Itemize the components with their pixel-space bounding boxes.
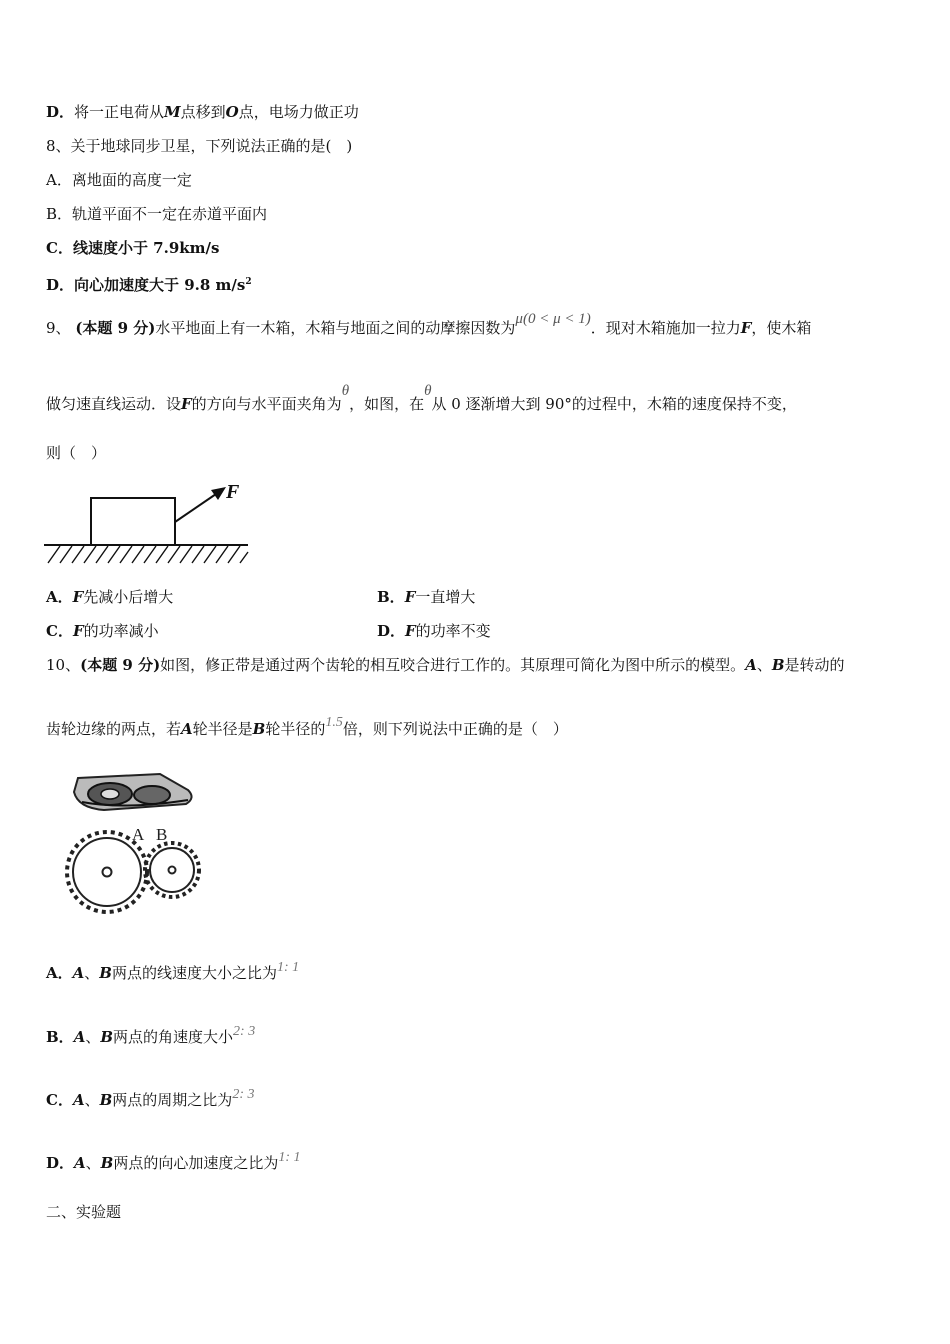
q9-option-d: D．F的功率不变 bbox=[377, 622, 491, 640]
ratio-formula: 1: 1 bbox=[278, 1150, 301, 1165]
force-arrow-head bbox=[211, 487, 226, 500]
gear-b bbox=[145, 843, 199, 897]
point-b-label: B bbox=[156, 825, 168, 844]
force-label: F bbox=[226, 481, 240, 503]
gear-a bbox=[67, 832, 147, 912]
section-title: 二、实验题 bbox=[46, 1203, 122, 1221]
q10-stem-line2: 齿轮边缘的两点，若A轮半径是B轮半径的1.5倍，则下列说法中正确的是（ ） bbox=[46, 715, 568, 738]
box-force-figure bbox=[44, 476, 254, 568]
theta-symbol: θ bbox=[424, 383, 432, 399]
ratio-formula: 2: 3 bbox=[233, 1024, 256, 1039]
q8-option-a: A．离地面的高度一定 bbox=[46, 171, 192, 189]
q9-stem-line2: 做匀速直线运动．设F的方向与水平面夹角为θ，如图，在θ从 0 逐渐增大到 90°的过程中，木箱的速度保持不变， bbox=[46, 383, 797, 413]
q10-option-b: B．A、B两点的角速度大小2: 3 bbox=[46, 1024, 256, 1046]
q8-option-d: D．向心加速度大于 9.8 $m/s^2$ bbox=[46, 276, 252, 294]
q7-option-d: D．将一正电荷从M点移到O点，电场力做正功 bbox=[46, 103, 359, 121]
q9-option-c: C．F的功率减小 bbox=[46, 622, 159, 640]
mu-formula: μ(0 < μ < 1) bbox=[515, 311, 591, 327]
q9-option-a: A．F先减小后增大 bbox=[46, 588, 174, 606]
q10-option-c: C．A、B两点的周期之比为2: 3 bbox=[46, 1087, 255, 1109]
force-arrow-shaft bbox=[175, 494, 216, 522]
q9-option-b: B．F一直增大 bbox=[377, 588, 476, 606]
correction-tape-device bbox=[74, 774, 192, 810]
q9-stem-line1: 9、 (本题 9 分)水平地面上有一木箱，木箱与地面之间的动摩擦因数为μ(0 < μ < 1)．现对木箱施加一拉力F，使木箱 bbox=[46, 311, 812, 337]
q9-stem-line3: 则（ ） bbox=[46, 444, 107, 462]
q10-stem-line1: 10、(本题 9 分)如图，修正带是通过两个齿轮的相互咬合进行工作的。其原理可简化为图中所示的模型。A、B是转动的 bbox=[46, 656, 845, 674]
ground-hatching bbox=[48, 546, 248, 563]
wooden-box bbox=[91, 498, 175, 545]
q8-option-c: C．线速度小于 7.9km/s bbox=[46, 239, 220, 257]
q10-option-a: A．A、B两点的线速度大小之比为1: 1 bbox=[46, 960, 300, 982]
q8-stem: 8、关于地球同步卫星，下列说法正确的是( ) bbox=[46, 137, 353, 155]
point-a-label: A bbox=[132, 825, 145, 844]
q8-option-b: B．轨道平面不一定在赤道平面内 bbox=[46, 205, 268, 223]
theta-symbol: θ bbox=[341, 383, 350, 399]
radius-ratio: 1.5 bbox=[325, 715, 343, 730]
ratio-formula: 1: 1 bbox=[277, 960, 300, 975]
ratio-formula: 2: 3 bbox=[232, 1087, 255, 1102]
q10-option-d: D．A、B两点的向心加速度之比为1: 1 bbox=[46, 1150, 301, 1172]
gears-figure bbox=[64, 770, 214, 918]
